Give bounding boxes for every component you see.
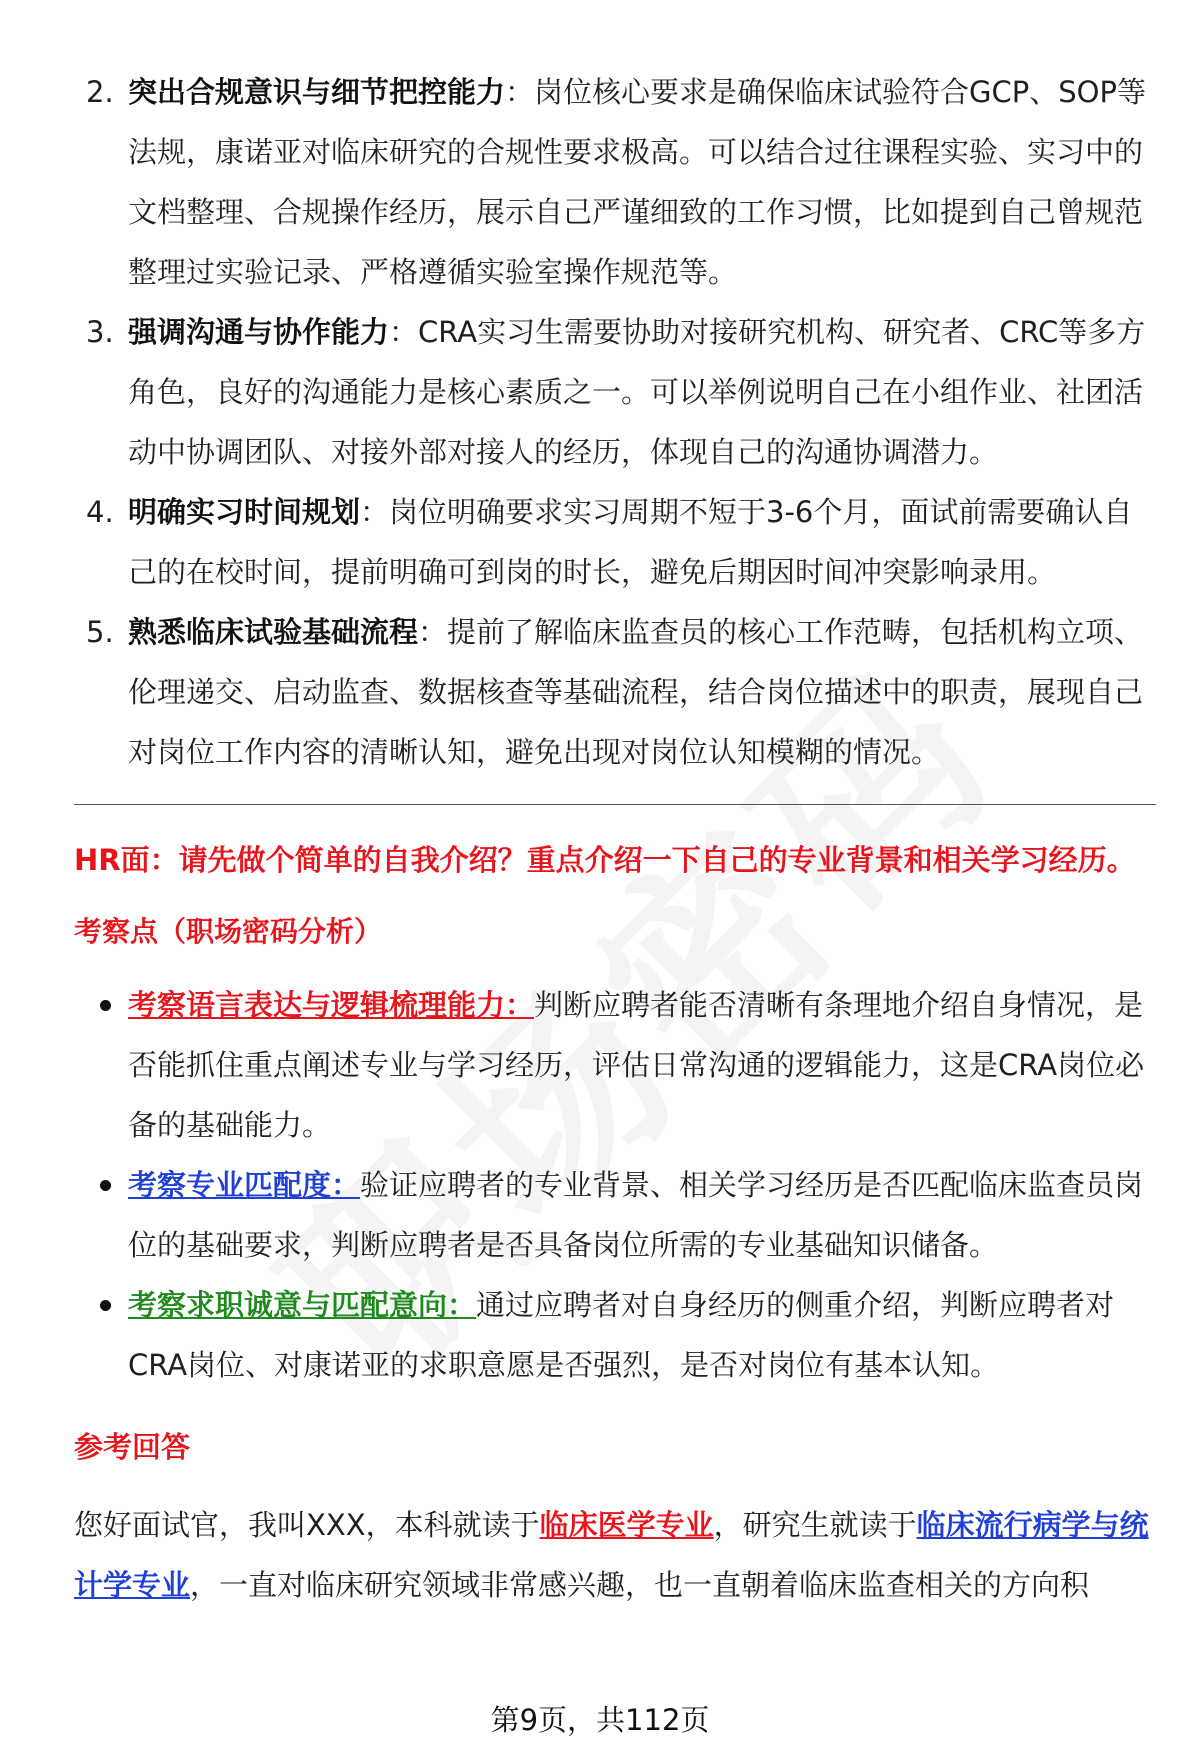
item-body: ：岗位核心要求是确保临床试验符合GCP、SOP等法规，康诺亚对临床研究的合规性要求极高。可以结合过往课程实验、实习中的文档整理、合规操作经历，展示自己严谨细致的工作习惯，比如提到自己曾规范整理过实验记录、严格遵循实验室操作规范等。 bbox=[128, 75, 1146, 289]
list-item bbox=[74, 1275, 1156, 1395]
item-title: 强调沟通与协作能力 bbox=[128, 315, 390, 349]
item-title: 熟悉临床试验基础流程 bbox=[128, 615, 419, 649]
answer-heading: 参考回答 bbox=[74, 1430, 191, 1464]
answer-text: ，一直对临床研究领域非常感兴趣，也一直朝着临床监查相关的方向积 bbox=[190, 1568, 1090, 1602]
bullet-icon bbox=[100, 1180, 111, 1191]
answer-text: ，研究生就读于 bbox=[713, 1508, 917, 1542]
item-body: ：CRA实习生需要协助对接研究机构、研究者、CRC等多方角色，良好的沟通能力是核心素质之一。可以举例说明自己在小组作业、社团活动中协调团队、对接外部对接人的经历，体现自己的沟通协调潜力。 bbox=[128, 315, 1146, 469]
tips-list bbox=[74, 62, 1156, 782]
item-number: 5. bbox=[86, 615, 114, 649]
divider bbox=[74, 804, 1156, 805]
item-title: 明确实习时间规划 bbox=[128, 495, 361, 529]
point-keyword: 考察求职诚意与匹配意向： bbox=[128, 1288, 477, 1322]
list-item bbox=[74, 482, 1156, 602]
item-number: 3. bbox=[86, 315, 114, 349]
list-item bbox=[74, 1155, 1156, 1275]
analysis-heading: 考察点（职场密码分析） bbox=[74, 915, 383, 948]
page-footer: 第9页，共112页 bbox=[490, 1703, 710, 1737]
answer-paragraph bbox=[74, 1495, 1156, 1615]
item-body: ：岗位明确要求实习周期不短于3-6个月，面试前需要确认自己的在校时间，提前明确可到岗的时长，避免后期因时间冲突影响录用。 bbox=[128, 495, 1133, 589]
item-body: ：提前了解临床监查员的核心工作范畴，包括机构立项、伦理递交、启动监查、数据核查等基础流程，结合岗位描述中的职责，展现自己对岗位工作内容的清晰认知，避免出现对岗位认知模糊的情况。 bbox=[128, 615, 1144, 769]
highlight-major: 临床流行病学与统计学专业 bbox=[74, 1508, 1149, 1602]
list-item bbox=[74, 302, 1156, 482]
bullet-icon bbox=[100, 1000, 111, 1011]
point-body: 通过应聘者对自身经历的侧重介绍，判断应聘者对CRA岗位、对康诺亚的求职意愿是否强烈，是否对岗位有基本认知。 bbox=[128, 1288, 1115, 1382]
analysis-list bbox=[74, 975, 1156, 1395]
item-number: 2. bbox=[86, 75, 114, 109]
bullet-icon bbox=[100, 1300, 111, 1311]
list-item bbox=[74, 62, 1156, 302]
point-keyword: 考察专业匹配度： bbox=[128, 1168, 361, 1202]
page-content bbox=[74, 62, 1156, 1615]
list-item bbox=[74, 975, 1156, 1155]
list-item bbox=[74, 602, 1156, 782]
question-heading: HR面：请先做个简单的自我介绍？重点介绍一下自己的专业背景和相关学习经历。 bbox=[74, 843, 1136, 877]
point-keyword: 考察语言表达与逻辑梳理能力： bbox=[128, 988, 535, 1022]
answer-text: 您好面试官，我叫XXX，本科就读于 bbox=[74, 1508, 540, 1542]
highlight-major: 临床医学专业 bbox=[539, 1508, 714, 1542]
item-title: 突出合规意识与细节把控能力 bbox=[128, 75, 506, 109]
point-body: 判断应聘者能否清晰有条理地介绍自身情况，是否能抓住重点阐述专业与学习经历，评估日常沟通的逻辑能力，这是CRA岗位必备的基础能力。 bbox=[128, 988, 1145, 1142]
item-number: 4. bbox=[86, 495, 114, 529]
point-body: 验证应聘者的专业背景、相关学习经历是否匹配临床监查员岗位的基础要求，判断应聘者是否具备岗位所需的专业基础知识储备。 bbox=[128, 1168, 1144, 1262]
